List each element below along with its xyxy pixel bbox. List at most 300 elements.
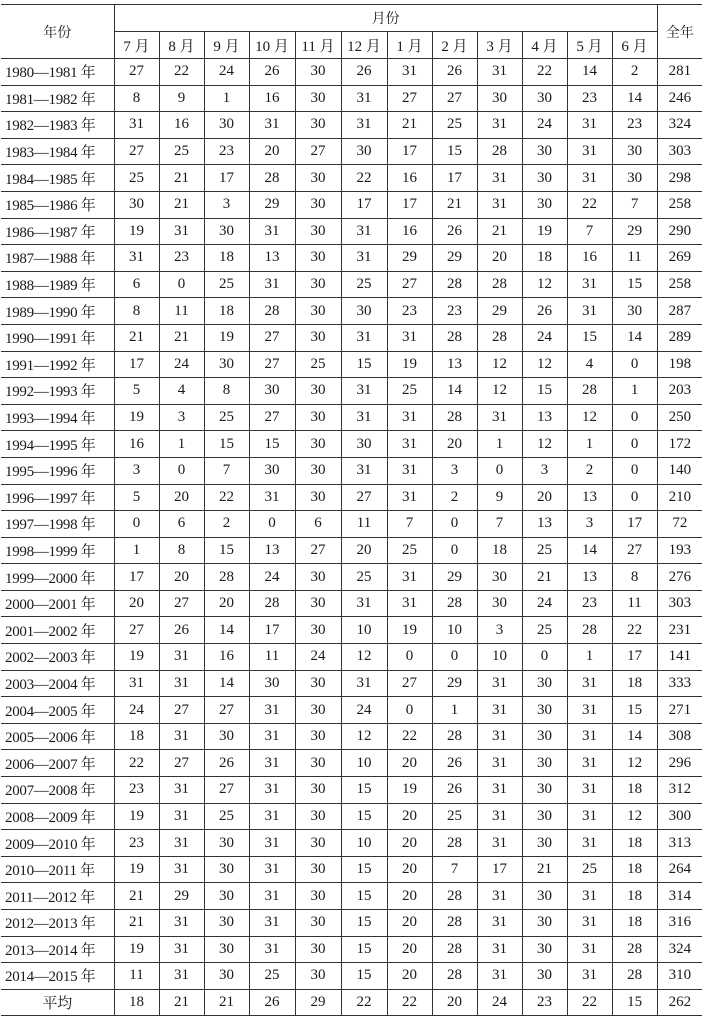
month-value-cell: 22 xyxy=(387,989,432,1016)
table-row xyxy=(1,723,702,750)
annual-total-cell: 141 xyxy=(657,644,702,671)
month-value-cell: 23 xyxy=(114,777,159,804)
month-value-cell: 22 xyxy=(567,191,612,218)
month-value-cell: 20 xyxy=(432,989,477,1016)
month-value-cell: 7 xyxy=(204,457,249,484)
annual-total-cell: 324 xyxy=(657,936,702,963)
month-value-cell: 25 xyxy=(159,138,204,165)
year-cell: 1983—1984 年 xyxy=(1,138,114,165)
month-value-cell: 11 xyxy=(341,511,387,538)
month-value-cell: 27 xyxy=(387,85,432,112)
month-value-cell: 26 xyxy=(249,989,295,1016)
month-value-cell: 31 xyxy=(249,830,295,857)
table-row xyxy=(1,803,702,830)
table-row xyxy=(1,138,702,165)
month-value-cell: 16 xyxy=(387,218,432,245)
month-value-cell: 21 xyxy=(159,191,204,218)
month-value-cell: 26 xyxy=(432,750,477,777)
month-header: 6 月 xyxy=(612,32,657,59)
month-value-cell: 31 xyxy=(249,883,295,910)
month-value-cell: 31 xyxy=(567,963,612,990)
month-value-cell: 13 xyxy=(522,511,567,538)
table-row xyxy=(1,404,702,431)
month-value-cell: 23 xyxy=(159,245,204,272)
year-cell: 1999—2000 年 xyxy=(1,564,114,591)
month-value-cell: 25 xyxy=(249,963,295,990)
month-value-cell: 22 xyxy=(612,617,657,644)
year-cell: 1980—1981 年 xyxy=(1,59,114,86)
month-value-cell: 19 xyxy=(114,803,159,830)
month-value-cell: 31 xyxy=(477,830,522,857)
month-value-cell: 28 xyxy=(432,723,477,750)
month-value-cell: 31 xyxy=(249,910,295,937)
annual-total-cell: 210 xyxy=(657,484,702,511)
month-value-cell: 29 xyxy=(612,218,657,245)
month-value-cell: 12 xyxy=(477,351,522,378)
month-value-cell: 3 xyxy=(522,457,567,484)
month-value-cell: 25 xyxy=(522,617,567,644)
month-value-cell: 30 xyxy=(295,883,341,910)
month-value-cell: 30 xyxy=(295,457,341,484)
table-row xyxy=(1,750,702,777)
month-value-cell: 19 xyxy=(114,644,159,671)
table-row xyxy=(1,830,702,857)
header-row-top xyxy=(1,5,702,32)
month-value-cell: 24 xyxy=(295,644,341,671)
month-value-cell: 28 xyxy=(432,963,477,990)
annual-total-cell: 300 xyxy=(657,803,702,830)
month-value-cell: 30 xyxy=(522,165,567,192)
month-value-cell: 15 xyxy=(341,803,387,830)
year-cell: 2013—2014 年 xyxy=(1,936,114,963)
month-value-cell: 31 xyxy=(387,457,432,484)
month-value-cell: 22 xyxy=(114,750,159,777)
months-group-header: 月份 xyxy=(114,5,657,32)
month-value-cell: 23 xyxy=(432,298,477,325)
month-value-cell: 30 xyxy=(295,723,341,750)
month-value-cell: 31 xyxy=(341,670,387,697)
year-cell: 1981—1982 年 xyxy=(1,85,114,112)
month-value-cell: 25 xyxy=(204,404,249,431)
month-value-cell: 28 xyxy=(477,271,522,298)
month-value-cell: 0 xyxy=(612,484,657,511)
annual-total-cell: 250 xyxy=(657,404,702,431)
month-value-cell: 31 xyxy=(249,271,295,298)
month-value-cell: 22 xyxy=(204,484,249,511)
month-value-cell: 12 xyxy=(612,803,657,830)
month-value-cell: 31 xyxy=(477,191,522,218)
month-value-cell: 8 xyxy=(114,85,159,112)
month-value-cell: 8 xyxy=(159,537,204,564)
month-value-cell: 27 xyxy=(159,697,204,724)
year-cell: 1984—1985 年 xyxy=(1,165,114,192)
month-value-cell: 30 xyxy=(295,378,341,405)
month-value-cell: 31 xyxy=(341,112,387,139)
annual-total-cell: 314 xyxy=(657,883,702,910)
month-value-cell: 15 xyxy=(341,963,387,990)
month-value-cell: 5 xyxy=(114,484,159,511)
month-value-cell: 11 xyxy=(114,963,159,990)
month-value-cell: 30 xyxy=(477,85,522,112)
year-cell: 2000—2001 年 xyxy=(1,590,114,617)
month-value-cell: 15 xyxy=(204,431,249,458)
month-value-cell: 1 xyxy=(159,431,204,458)
table-row xyxy=(1,697,702,724)
month-value-cell: 29 xyxy=(432,670,477,697)
month-value-cell: 21 xyxy=(522,856,567,883)
month-value-cell: 22 xyxy=(341,989,387,1016)
annual-total-cell: 140 xyxy=(657,457,702,484)
month-value-cell: 23 xyxy=(387,298,432,325)
month-value-cell: 30 xyxy=(114,191,159,218)
month-value-cell: 18 xyxy=(204,298,249,325)
table-row xyxy=(1,777,702,804)
month-value-cell: 28 xyxy=(477,324,522,351)
year-cell: 2011—2012 年 xyxy=(1,883,114,910)
month-value-cell: 7 xyxy=(387,511,432,538)
month-value-cell: 28 xyxy=(432,324,477,351)
month-value-cell: 14 xyxy=(432,378,477,405)
month-value-cell: 17 xyxy=(387,191,432,218)
month-value-cell: 31 xyxy=(567,750,612,777)
month-value-cell: 27 xyxy=(249,351,295,378)
year-cell: 1995—1996 年 xyxy=(1,457,114,484)
month-value-cell: 12 xyxy=(567,404,612,431)
month-value-cell: 14 xyxy=(567,59,612,86)
month-value-cell: 24 xyxy=(204,59,249,86)
month-value-cell: 31 xyxy=(387,564,432,591)
month-value-cell: 22 xyxy=(567,989,612,1016)
month-value-cell: 0 xyxy=(159,271,204,298)
month-value-cell: 18 xyxy=(612,830,657,857)
month-value-cell: 26 xyxy=(432,218,477,245)
month-value-cell: 31 xyxy=(567,910,612,937)
month-value-cell: 21 xyxy=(114,324,159,351)
month-value-cell: 0 xyxy=(249,511,295,538)
month-value-cell: 31 xyxy=(477,404,522,431)
month-value-cell: 30 xyxy=(204,351,249,378)
year-cell: 2012—2013 年 xyxy=(1,910,114,937)
month-value-cell: 4 xyxy=(159,378,204,405)
annual-total-cell: 290 xyxy=(657,218,702,245)
month-header: 11 月 xyxy=(295,32,341,59)
month-value-cell: 31 xyxy=(249,218,295,245)
month-value-cell: 18 xyxy=(612,670,657,697)
month-value-cell: 25 xyxy=(522,537,567,564)
month-value-cell: 31 xyxy=(249,750,295,777)
year-cell: 2008—2009 年 xyxy=(1,803,114,830)
year-cell: 1992—1993 年 xyxy=(1,378,114,405)
month-value-cell: 13 xyxy=(567,564,612,591)
month-value-cell: 30 xyxy=(295,670,341,697)
table-row xyxy=(1,245,702,272)
month-value-cell: 13 xyxy=(432,351,477,378)
month-value-cell: 0 xyxy=(612,431,657,458)
month-value-cell: 31 xyxy=(341,218,387,245)
annual-total-cell: 308 xyxy=(657,723,702,750)
month-value-cell: 17 xyxy=(114,564,159,591)
average-row xyxy=(1,989,702,1016)
month-value-cell: 31 xyxy=(249,697,295,724)
month-value-cell: 30 xyxy=(204,830,249,857)
month-value-cell: 2 xyxy=(612,59,657,86)
annual-total-cell: 264 xyxy=(657,856,702,883)
month-value-cell: 20 xyxy=(432,431,477,458)
month-value-cell: 28 xyxy=(432,936,477,963)
month-value-cell: 28 xyxy=(432,590,477,617)
month-value-cell: 15 xyxy=(341,777,387,804)
annual-total-cell: 231 xyxy=(657,617,702,644)
month-value-cell: 3 xyxy=(159,404,204,431)
month-value-cell: 31 xyxy=(114,112,159,139)
month-value-cell: 31 xyxy=(567,883,612,910)
year-cell: 2010—2011 年 xyxy=(1,856,114,883)
month-value-cell: 19 xyxy=(387,777,432,804)
month-value-cell: 20 xyxy=(249,138,295,165)
table-row xyxy=(1,271,702,298)
table-row xyxy=(1,351,702,378)
month-value-cell: 31 xyxy=(477,750,522,777)
month-value-cell: 19 xyxy=(387,617,432,644)
month-value-cell: 30 xyxy=(522,777,567,804)
month-value-cell: 18 xyxy=(114,989,159,1016)
month-value-cell: 31 xyxy=(567,830,612,857)
month-value-cell: 30 xyxy=(295,112,341,139)
month-value-cell: 31 xyxy=(341,590,387,617)
month-value-cell: 30 xyxy=(341,431,387,458)
month-value-cell: 8 xyxy=(114,298,159,325)
table-row xyxy=(1,191,702,218)
month-value-cell: 9 xyxy=(159,85,204,112)
annual-total-cell: 258 xyxy=(657,271,702,298)
month-value-cell: 31 xyxy=(567,803,612,830)
annual-total-cell: 269 xyxy=(657,245,702,272)
month-value-cell: 12 xyxy=(612,750,657,777)
month-value-cell: 26 xyxy=(341,59,387,86)
month-value-cell: 23 xyxy=(522,989,567,1016)
month-value-cell: 18 xyxy=(204,245,249,272)
month-value-cell: 31 xyxy=(477,165,522,192)
month-header: 4 月 xyxy=(522,32,567,59)
table-row xyxy=(1,963,702,990)
month-value-cell: 31 xyxy=(341,85,387,112)
month-header: 7 月 xyxy=(114,32,159,59)
month-value-cell: 27 xyxy=(387,670,432,697)
month-value-cell: 15 xyxy=(341,883,387,910)
month-value-cell: 8 xyxy=(612,564,657,591)
month-value-cell: 4 xyxy=(567,351,612,378)
annual-total-cell: 246 xyxy=(657,85,702,112)
month-value-cell: 20 xyxy=(387,830,432,857)
month-value-cell: 30 xyxy=(522,697,567,724)
year-cell: 2001—2002 年 xyxy=(1,617,114,644)
month-value-cell: 30 xyxy=(295,910,341,937)
table-row xyxy=(1,617,702,644)
month-value-cell: 28 xyxy=(432,883,477,910)
month-value-cell: 19 xyxy=(114,404,159,431)
month-value-cell: 31 xyxy=(249,856,295,883)
annual-total-cell: 203 xyxy=(657,378,702,405)
annual-total-cell: 276 xyxy=(657,564,702,591)
month-value-cell: 10 xyxy=(432,617,477,644)
month-value-cell: 30 xyxy=(295,830,341,857)
month-value-cell: 17 xyxy=(341,191,387,218)
month-value-cell: 28 xyxy=(432,271,477,298)
month-value-cell: 28 xyxy=(249,590,295,617)
year-cell: 1988—1989 年 xyxy=(1,271,114,298)
month-value-cell: 17 xyxy=(387,138,432,165)
annual-total-cell: 313 xyxy=(657,830,702,857)
month-value-cell: 31 xyxy=(114,245,159,272)
annual-total-cell: 296 xyxy=(657,750,702,777)
month-value-cell: 17 xyxy=(477,856,522,883)
month-value-cell: 21 xyxy=(159,989,204,1016)
month-value-cell: 30 xyxy=(341,138,387,165)
month-value-cell: 28 xyxy=(432,404,477,431)
month-value-cell: 7 xyxy=(612,191,657,218)
month-header: 2 月 xyxy=(432,32,477,59)
month-value-cell: 25 xyxy=(204,803,249,830)
month-value-cell: 22 xyxy=(522,59,567,86)
month-value-cell: 31 xyxy=(567,112,612,139)
year-cell: 2003—2004 年 xyxy=(1,670,114,697)
month-value-cell: 24 xyxy=(249,564,295,591)
month-value-cell: 20 xyxy=(114,590,159,617)
month-value-cell: 21 xyxy=(387,112,432,139)
month-value-cell: 30 xyxy=(204,723,249,750)
month-value-cell: 15 xyxy=(341,910,387,937)
month-value-cell: 31 xyxy=(477,777,522,804)
month-value-cell: 10 xyxy=(477,644,522,671)
month-value-cell: 30 xyxy=(522,138,567,165)
year-cell: 2009—2010 年 xyxy=(1,830,114,857)
month-value-cell: 26 xyxy=(432,777,477,804)
month-value-cell: 0 xyxy=(432,511,477,538)
month-value-cell: 25 xyxy=(341,564,387,591)
year-cell: 1997—1998 年 xyxy=(1,511,114,538)
month-value-cell: 23 xyxy=(612,112,657,139)
month-value-cell: 21 xyxy=(159,165,204,192)
month-value-cell: 31 xyxy=(159,830,204,857)
month-value-cell: 28 xyxy=(612,936,657,963)
year-cell: 2002—2003 年 xyxy=(1,644,114,671)
month-value-cell: 27 xyxy=(204,697,249,724)
month-value-cell: 29 xyxy=(295,989,341,1016)
month-value-cell: 3 xyxy=(204,191,249,218)
month-value-cell: 31 xyxy=(477,697,522,724)
month-value-cell: 23 xyxy=(204,138,249,165)
annual-total-cell: 303 xyxy=(657,590,702,617)
annual-total-cell: 193 xyxy=(657,537,702,564)
monthly-data-table xyxy=(1,4,702,1016)
month-value-cell: 26 xyxy=(249,59,295,86)
total-column-header: 全年 xyxy=(657,5,702,59)
month-value-cell: 31 xyxy=(387,404,432,431)
month-value-cell: 31 xyxy=(477,670,522,697)
month-value-cell: 20 xyxy=(387,963,432,990)
year-cell: 2006—2007 年 xyxy=(1,750,114,777)
table-row xyxy=(1,537,702,564)
month-value-cell: 15 xyxy=(341,351,387,378)
month-value-cell: 25 xyxy=(387,537,432,564)
month-value-cell: 0 xyxy=(387,697,432,724)
month-value-cell: 31 xyxy=(114,670,159,697)
month-value-cell: 31 xyxy=(567,670,612,697)
annual-total-cell: 271 xyxy=(657,697,702,724)
month-value-cell: 30 xyxy=(612,165,657,192)
month-value-cell: 18 xyxy=(522,245,567,272)
month-value-cell: 24 xyxy=(522,324,567,351)
month-value-cell: 25 xyxy=(432,112,477,139)
annual-total-cell: 324 xyxy=(657,112,702,139)
month-value-cell: 31 xyxy=(341,457,387,484)
month-value-cell: 26 xyxy=(159,617,204,644)
annual-total-cell: 289 xyxy=(657,324,702,351)
month-value-cell: 7 xyxy=(567,218,612,245)
month-value-cell: 20 xyxy=(387,910,432,937)
month-value-cell: 3 xyxy=(477,617,522,644)
month-value-cell: 7 xyxy=(432,856,477,883)
year-cell: 1987—1988 年 xyxy=(1,245,114,272)
month-value-cell: 25 xyxy=(204,271,249,298)
month-value-cell: 30 xyxy=(295,484,341,511)
month-value-cell: 13 xyxy=(567,484,612,511)
table-row xyxy=(1,85,702,112)
month-value-cell: 31 xyxy=(477,723,522,750)
month-value-cell: 0 xyxy=(114,511,159,538)
month-value-cell: 31 xyxy=(477,963,522,990)
month-value-cell: 28 xyxy=(477,138,522,165)
month-value-cell: 20 xyxy=(477,245,522,272)
month-value-cell: 27 xyxy=(341,484,387,511)
year-cell: 2004—2005 年 xyxy=(1,697,114,724)
year-cell: 1989—1990 年 xyxy=(1,298,114,325)
month-value-cell: 30 xyxy=(477,590,522,617)
month-value-cell: 24 xyxy=(114,697,159,724)
year-cell: 1990—1991 年 xyxy=(1,324,114,351)
month-value-cell: 13 xyxy=(249,537,295,564)
month-value-cell: 13 xyxy=(249,245,295,272)
month-value-cell: 31 xyxy=(387,590,432,617)
month-value-cell: 31 xyxy=(477,936,522,963)
month-value-cell: 25 xyxy=(432,803,477,830)
month-value-cell: 25 xyxy=(341,271,387,298)
year-cell: 1993—1994 年 xyxy=(1,404,114,431)
month-value-cell: 31 xyxy=(249,112,295,139)
annual-total-cell: 287 xyxy=(657,298,702,325)
month-value-cell: 29 xyxy=(477,298,522,325)
month-value-cell: 20 xyxy=(387,856,432,883)
month-value-cell: 30 xyxy=(522,85,567,112)
month-value-cell: 30 xyxy=(295,777,341,804)
month-value-cell: 21 xyxy=(114,910,159,937)
month-value-cell: 30 xyxy=(295,271,341,298)
month-value-cell: 30 xyxy=(612,138,657,165)
month-value-cell: 8 xyxy=(204,378,249,405)
month-value-cell: 30 xyxy=(522,803,567,830)
month-value-cell: 7 xyxy=(477,511,522,538)
month-value-cell: 20 xyxy=(387,803,432,830)
month-value-cell: 17 xyxy=(612,511,657,538)
month-value-cell: 30 xyxy=(295,165,341,192)
month-value-cell: 3 xyxy=(432,457,477,484)
month-value-cell: 30 xyxy=(295,936,341,963)
month-value-cell: 27 xyxy=(159,590,204,617)
month-value-cell: 31 xyxy=(249,723,295,750)
month-value-cell: 1 xyxy=(567,644,612,671)
month-value-cell: 31 xyxy=(567,138,612,165)
year-cell: 1991—1992 年 xyxy=(1,351,114,378)
